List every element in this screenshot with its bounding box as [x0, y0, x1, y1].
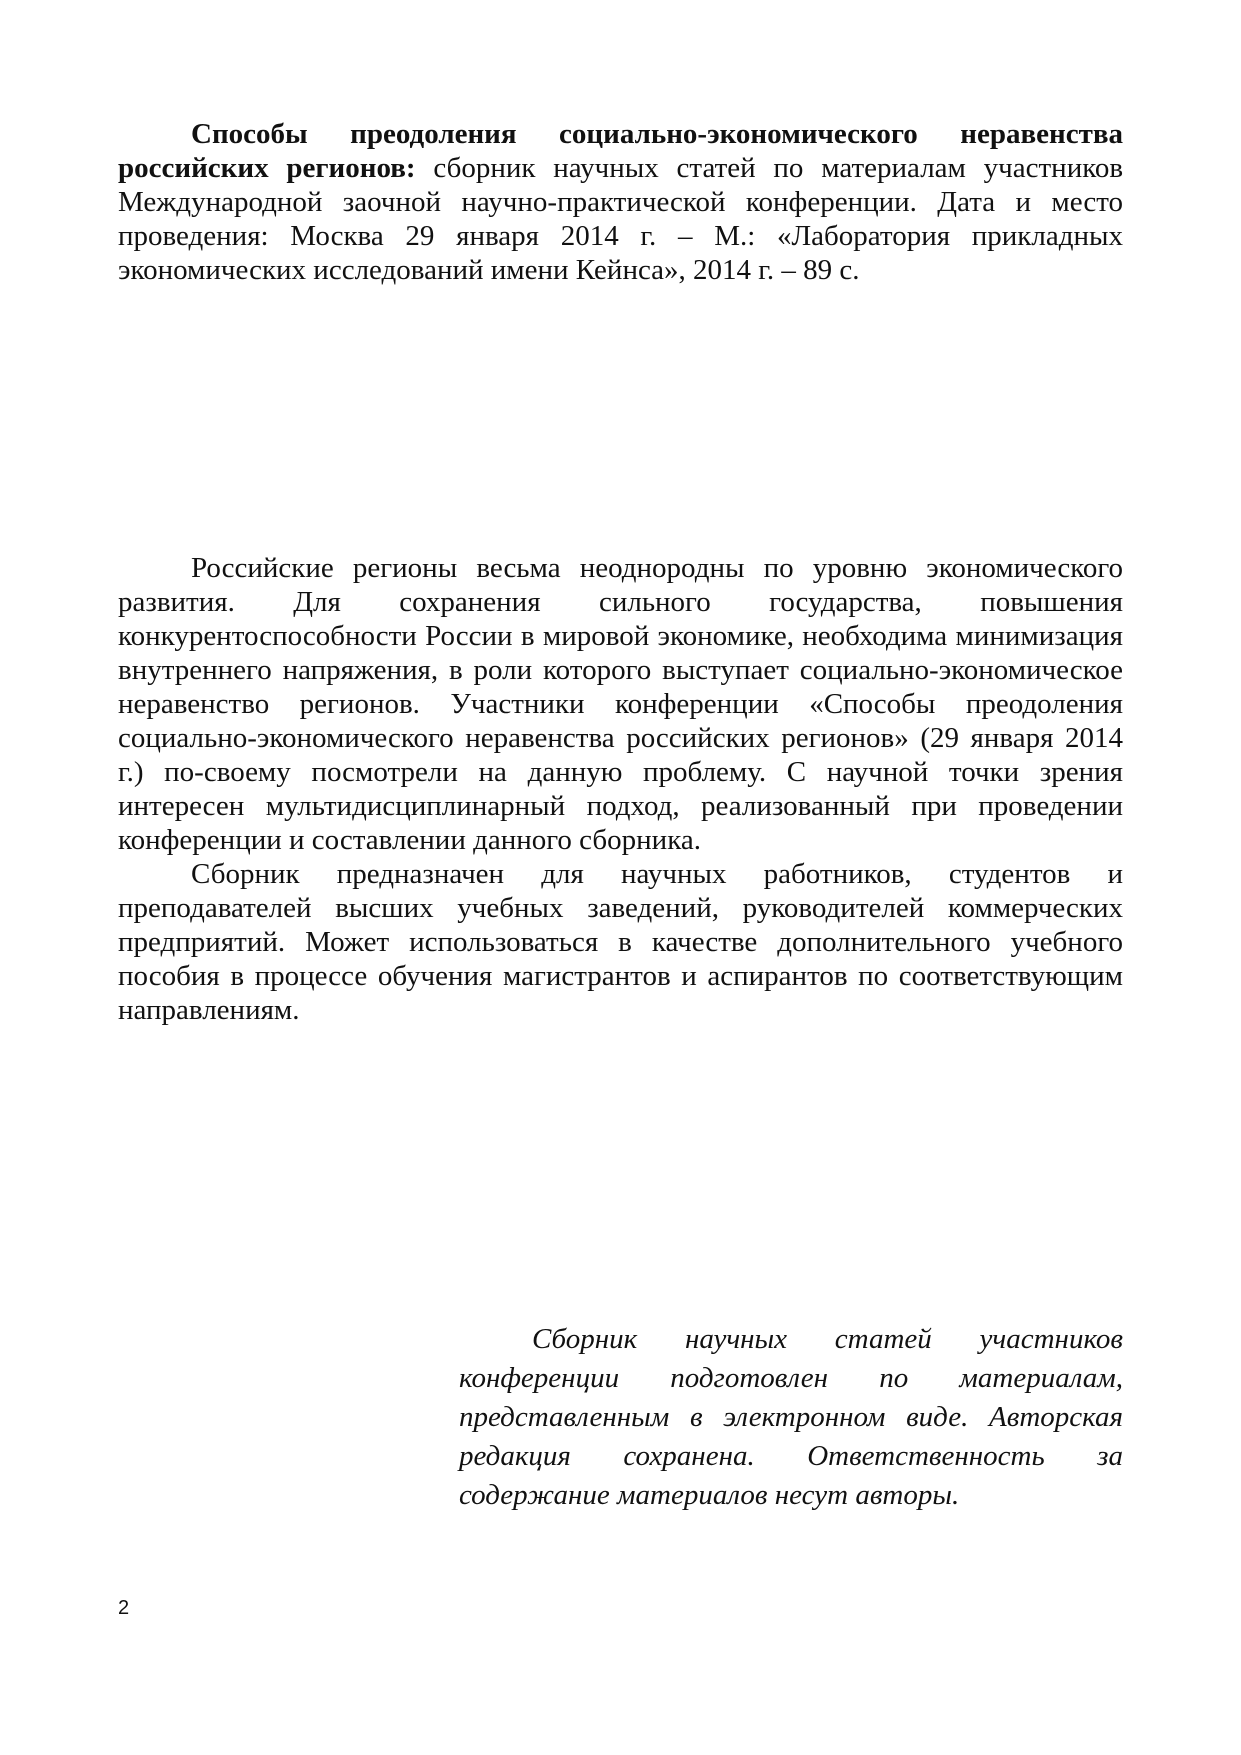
editorial-note-text: Сборник научных статей участников конференции подготовлен по материалам, представленным в электронном виде. Авторская редакция сохранена. Ответственность за содержание материалов несут авторы.	[459, 1323, 1123, 1511]
abstract	[118, 551, 1123, 1027]
collection-title: Способы преодоления социально-экономического неравенства российских регионов:	[118, 118, 1123, 184]
abstract-paragraph: Сборник предназначен для научных работников, студентов и преподавателей высших учебных заведений, руководителей коммерческих предприятий. Может использоваться в качестве дополнительного учебного пособия в процессе обучения магистрантов и аспирантов по соответствующим направлениям.	[118, 858, 1123, 1026]
page-number: 2	[118, 1597, 130, 1619]
editorial-note	[459, 1320, 1123, 1515]
abstract-paragraph: Российские регионы весьма неоднородны по уровню экономического развития. Для сохранения сильного государства, повышения конкурентоспособности России в мировой экономике, необходима минимизация внутреннего напряжения, в роли которого выступает социально-экономическое неравенство регионов. Участники конференции «Способы преодоления социально-экономического неравенства российских регионов» (29 января 2014 г.) по-своему посмотрели на данную проблему. С научной точки зрения интересен мультидисциплинарный подход, реализованный при проведении конференции и составлении данного сборника.	[118, 552, 1123, 856]
bibliographic-record	[118, 117, 1123, 287]
collection-description: сборник научных статей по материалам участников Международной заочной научно-практической конференции. Дата и место проведения: Москва 29 января 2014 г. – М.: «Лаборатория прикладных экономических исследований имени Кейнса», 2014 г. – 89 с.	[118, 152, 1124, 286]
